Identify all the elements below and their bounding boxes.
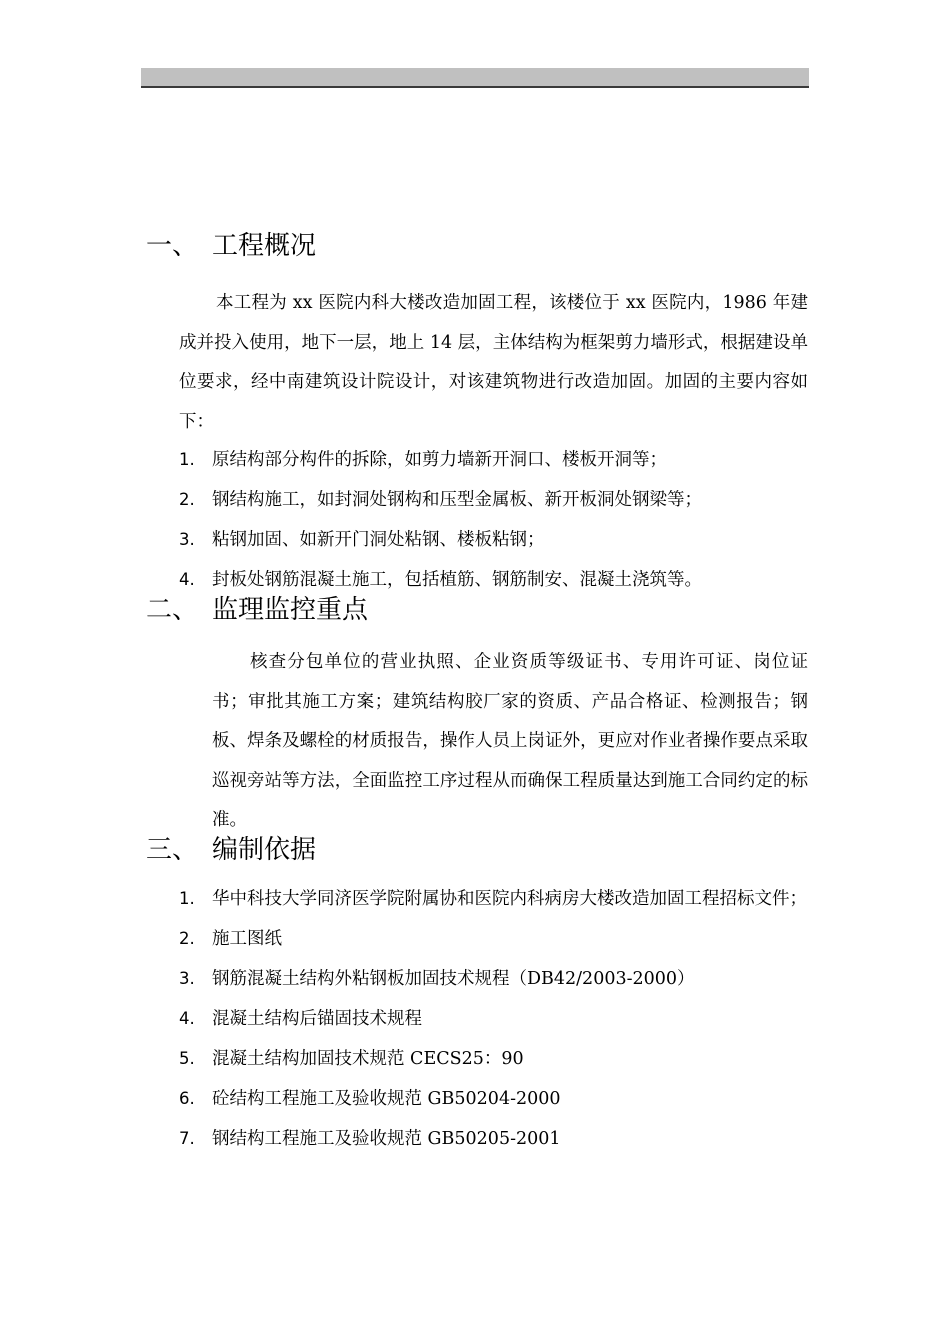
supervision-paragraph: 核查分包单位的营业执照、企业资质等级证书、专用许可证、岗位证书；审批其施工方案；建筑结构胶厂家的资质、产品合格证、检测报告；钢板、焊条及螺栓的材质报告，操作人员上岗证外，更应对作业者操作要点采取巡视旁站等方法，全面监控工序过程从而确保工程质量达到施工合同约定的标准。: [212, 652, 808, 830]
page-header-bar: [141, 68, 809, 88]
list-item: 3. 钢筋混凝土结构外粘钢板加固技术规程（DB42/2003-2000）: [179, 969, 695, 989]
section-title: 监理监控重点: [212, 595, 369, 625]
section-heading-basis: [146, 833, 316, 867]
section-title: 工程概况: [212, 231, 317, 261]
section-heading-overview: [146, 229, 316, 263]
reinforcement-content-list: [179, 440, 808, 600]
list-item: 6. 砼结构工程施工及验收规范 GB50204-2000: [179, 1089, 561, 1109]
overview-paragraph: 本工程为 xx 医院内科大楼改造加固工程，该楼位于 xx 医院内，1986 年建成并投入使用，地下一层，地上 14 层，主体结构为框架剪力墙形式，根据建设单位要求，经中南建筑设计院设计，对该建筑物进行改造加固。加固的主要内容如下：: [179, 293, 808, 432]
section-number: 三、: [146, 835, 199, 865]
section-heading-supervision: [146, 593, 368, 627]
list-item: 7. 钢结构工程施工及验收规范 GB50205-2001: [179, 1129, 561, 1149]
section-number: 一、: [146, 231, 199, 261]
list-item: 1. 原结构部分构件的拆除，如剪力墙新开洞口、楼板开洞等；: [179, 450, 667, 470]
list-item: 4. 封板处钢筋混凝土施工，包括植筋、钢筋制安、混凝土浇筑等。: [179, 570, 702, 590]
list-item: 2. 施工图纸: [179, 929, 282, 949]
list-item: 3. 粘钢加固、如新开门洞处粘钢、楼板粘钢；: [179, 530, 545, 550]
list-item: 4. 混凝土结构后锚固技术规程: [179, 1009, 422, 1029]
list-item: 1. 华中科技大学同济医学院附属协和医院内科病房大楼改造加固工程招标文件；: [179, 889, 807, 909]
section-title: 编制依据: [212, 835, 317, 865]
section-number: 二、: [146, 595, 199, 625]
basis-list: [179, 879, 808, 1159]
list-item: 5. 混凝土结构加固技术规范 CECS25：90: [179, 1049, 524, 1069]
list-item: 2. 钢结构施工，如封洞处钢构和压型金属板、新开板洞处钢梁等；: [179, 490, 702, 510]
